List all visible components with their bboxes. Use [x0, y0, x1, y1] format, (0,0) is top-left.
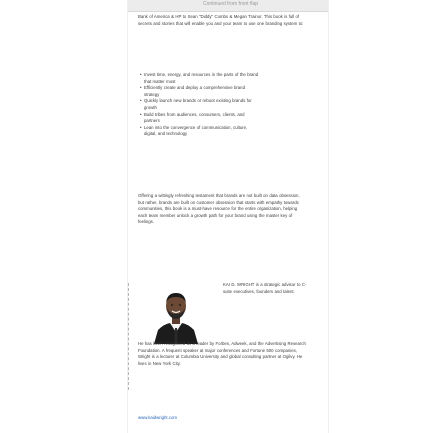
author-photo — [150, 286, 202, 344]
flap-top-strip — [128, 0, 328, 12]
summary-paragraph: Offering a wittingly refreshing testament that brands are not built on data obsession, but rather, brands are built on customer obsession that starts with empathy towards communities, this book is a must-have resource for the entire organization, helping each team member unlock a growth path for your brand using the master key of feelings. — [138, 193, 300, 225]
intro-paragraph: Bank of America & HP to Sean "Diddy" Combs & Megan Trainor. This book is full of secrets and stories that will enable you and your team to use one branding system to: — [138, 14, 304, 26]
author-portrait-icon — [150, 286, 202, 344]
benefits-list — [140, 72, 260, 138]
continued-label: Continued from front flap — [202, 1, 259, 7]
benefit-item: • Quickly launch new brands or reboot existing brands for growth — [140, 98, 260, 111]
benefit-item: • Efficiently create and deploy a comprehensive brand strategy — [140, 85, 260, 98]
author-website-link[interactable]: www.kaidwright.com — [138, 415, 177, 420]
cut-line — [128, 283, 129, 390]
benefit-item: • Lean into the convergence of communication, culture, digital, and technology — [140, 125, 260, 138]
benefit-item: • Invest time, energy, and resources in the parts of the brand that matter most — [140, 72, 260, 85]
author-bio: He has been recognized as a leader by Forbes, Adweek, and the Advertising Research Foundation. A frequent speaker at major conferences and Fortune 500 companies, Wright is a lecturer at Columbia University and global consulting partner at Ogilvy. He lives in New York City. — [138, 341, 306, 366]
back-flap-panel — [128, 0, 328, 433]
benefit-item: • Build tribes from audiences, consumers, clients, and partners — [140, 112, 260, 125]
author-bio-intro: KAI D. WRIGHT is a strategic advisor to C-suite executives, founders and talent. — [223, 282, 307, 294]
